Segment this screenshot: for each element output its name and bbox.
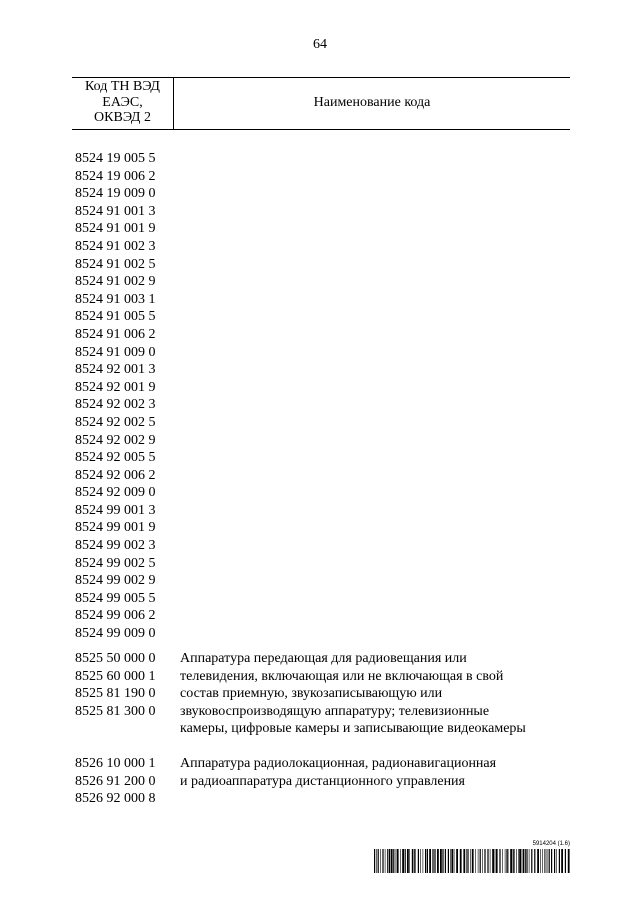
barcode-bar bbox=[442, 849, 443, 873]
barcode-id-text: 5914204 (1.6) bbox=[532, 841, 570, 847]
barcode-bar bbox=[516, 849, 517, 873]
barcode-bar bbox=[565, 849, 566, 873]
page-number: 64 bbox=[313, 37, 327, 52]
code-item: 8524 91 005 5 bbox=[75, 309, 156, 325]
barcode-bar bbox=[480, 849, 481, 873]
code-item: 8524 91 009 0 bbox=[75, 344, 156, 360]
barcode-bar bbox=[482, 849, 483, 873]
barcode-bar bbox=[510, 849, 512, 873]
barcode-bar bbox=[463, 849, 465, 873]
barcode-bar bbox=[454, 849, 455, 873]
barcode-bar bbox=[472, 849, 474, 873]
code-item: 8524 92 005 5 bbox=[75, 450, 156, 466]
name-column-header: Наименование кода bbox=[313, 95, 431, 110]
barcode-bar bbox=[496, 849, 498, 873]
code-header-line: Код ТН ВЭД bbox=[85, 79, 160, 94]
barcode-bar bbox=[529, 849, 530, 873]
barcode-bar bbox=[382, 849, 383, 873]
barcode-bar bbox=[526, 849, 527, 873]
code-item: 8524 92 009 0 bbox=[75, 485, 156, 501]
code-description bbox=[180, 755, 560, 790]
barcode-bar bbox=[522, 849, 523, 873]
code-list bbox=[75, 755, 179, 808]
barcode-bar bbox=[418, 849, 419, 873]
barcode-bar bbox=[385, 849, 386, 873]
code-item: 8525 50 000 0 bbox=[75, 651, 156, 666]
barcode-bar bbox=[514, 849, 515, 873]
barcode-bar bbox=[492, 849, 494, 873]
barcode-bar bbox=[427, 849, 428, 873]
code-item: 8524 99 001 3 bbox=[75, 502, 156, 518]
code-item: 8524 91 006 2 bbox=[75, 326, 156, 342]
code-item: 8524 99 002 3 bbox=[75, 538, 156, 554]
code-item: 8524 99 006 2 bbox=[75, 608, 156, 624]
header-bottom-rule bbox=[72, 129, 570, 130]
code-item: 8524 91 002 9 bbox=[75, 274, 156, 290]
barcode-bar bbox=[568, 849, 570, 873]
barcode-bar bbox=[468, 849, 469, 873]
description-line: звуковоспроизводящую аппаратуру; телевизионные bbox=[180, 703, 490, 719]
code-item: 8524 92 006 2 bbox=[75, 467, 156, 483]
barcode-icon bbox=[374, 849, 570, 873]
barcode-bar bbox=[440, 849, 442, 873]
barcode-bar bbox=[523, 849, 524, 873]
code-item: 8524 92 002 5 bbox=[75, 414, 156, 430]
barcode-bar bbox=[389, 849, 390, 873]
barcode-bar bbox=[499, 849, 500, 873]
code-item: 8524 91 001 3 bbox=[75, 203, 156, 219]
barcode-bar bbox=[551, 849, 552, 873]
code-item: 8526 92 000 8 bbox=[75, 791, 156, 807]
code-item: 8524 91 001 9 bbox=[75, 221, 156, 237]
barcode-bar bbox=[502, 849, 503, 873]
barcode-bar bbox=[448, 849, 449, 873]
description-line: состав приемную, звукозаписывающую или bbox=[180, 686, 443, 702]
table-header bbox=[72, 77, 570, 129]
barcode-bar bbox=[518, 849, 519, 873]
barcode-bar bbox=[542, 849, 543, 873]
barcode-bar bbox=[534, 849, 535, 873]
barcode-bar bbox=[433, 849, 434, 873]
code-item: 8524 92 002 9 bbox=[75, 432, 156, 448]
barcode-bar bbox=[396, 849, 397, 873]
barcode-bar bbox=[507, 849, 508, 873]
code-list bbox=[75, 650, 179, 720]
barcode-bar bbox=[484, 849, 485, 873]
barcode-bar bbox=[376, 849, 377, 873]
barcode-bar bbox=[391, 849, 393, 873]
code-list bbox=[75, 150, 179, 643]
barcode-bar bbox=[393, 849, 394, 873]
code-item: 8524 91 003 1 bbox=[75, 291, 156, 307]
barcode-bar bbox=[412, 849, 413, 873]
barcode-bar bbox=[470, 849, 471, 873]
barcode-bar bbox=[425, 849, 426, 873]
code-item: 8524 91 002 3 bbox=[75, 238, 156, 254]
code-header-line: ОКВЭД 2 bbox=[94, 110, 151, 125]
barcode-bar bbox=[380, 849, 381, 873]
barcode-bar bbox=[549, 849, 550, 873]
barcode-bar bbox=[466, 849, 467, 873]
barcode-bar bbox=[405, 849, 406, 873]
barcode-bar bbox=[544, 849, 545, 873]
code-item: 8524 99 005 5 bbox=[75, 590, 156, 606]
barcode-bar bbox=[445, 849, 446, 873]
barcode-bar bbox=[487, 849, 488, 873]
document-barcode bbox=[374, 841, 570, 873]
barcode-bar bbox=[378, 849, 379, 873]
barcode-bar bbox=[456, 849, 458, 873]
barcode-bar bbox=[374, 849, 375, 873]
barcode-bar bbox=[547, 849, 548, 873]
barcode-bar bbox=[402, 849, 404, 873]
barcode-bar bbox=[387, 849, 388, 873]
barcode-bar bbox=[506, 849, 507, 873]
barcode-bar bbox=[409, 849, 410, 873]
barcode-bar bbox=[407, 849, 409, 873]
barcode-bar bbox=[414, 849, 415, 873]
code-item: 8524 91 002 5 bbox=[75, 256, 156, 272]
barcode-bar bbox=[559, 849, 560, 873]
code-item: 8525 60 000 1 bbox=[75, 668, 156, 684]
code-item: 8526 10 000 1 bbox=[75, 756, 156, 771]
barcode-bar bbox=[505, 849, 506, 873]
code-item: 8524 92 001 9 bbox=[75, 379, 156, 395]
code-item: 8524 99 002 9 bbox=[75, 573, 156, 589]
description-line: и радиоаппаратура дистанционного управления bbox=[180, 773, 465, 789]
barcode-bar bbox=[531, 849, 532, 873]
barcode-bar bbox=[429, 849, 431, 873]
code-item: 8524 92 002 3 bbox=[75, 397, 156, 413]
code-item: 8525 81 190 0 bbox=[75, 686, 156, 702]
barcode-bar bbox=[478, 849, 479, 873]
barcode-bar bbox=[450, 849, 451, 873]
barcode-bar bbox=[495, 849, 496, 873]
description-line: телевидения, включающая или не включающая в свой bbox=[180, 668, 504, 684]
barcode-bar bbox=[460, 849, 462, 873]
barcode-bar bbox=[415, 849, 416, 873]
code-item: 8524 99 001 9 bbox=[75, 520, 156, 536]
barcode-bar bbox=[490, 849, 491, 873]
code-item: 8524 19 009 0 bbox=[75, 186, 156, 202]
barcode-bar bbox=[525, 849, 526, 873]
code-item: 8524 92 001 3 bbox=[75, 362, 156, 378]
barcode-bar bbox=[540, 849, 541, 873]
barcode-bar bbox=[451, 849, 453, 873]
code-item: 8524 99 002 5 bbox=[75, 555, 156, 571]
barcode-bar bbox=[400, 849, 401, 873]
barcode-bar bbox=[437, 849, 439, 873]
code-item: 8526 91 200 0 bbox=[75, 773, 156, 789]
barcode-bar bbox=[519, 849, 521, 873]
description-line: камеры, цифровые камеры и записывающие видеокамеры bbox=[180, 721, 526, 737]
barcode-bar bbox=[432, 849, 433, 873]
barcode-bar bbox=[556, 849, 557, 873]
code-header-line: ЕАЭС, bbox=[102, 94, 143, 110]
code-item: 8524 19 005 5 bbox=[75, 151, 156, 166]
description-line: Аппаратура радиолокационная, радионавигационная bbox=[180, 756, 497, 771]
barcode-bar bbox=[397, 849, 399, 873]
code-column-header bbox=[72, 79, 173, 126]
code-item: 8525 81 300 0 bbox=[75, 703, 156, 719]
barcode-bar bbox=[537, 849, 539, 873]
barcode-bar bbox=[554, 849, 555, 873]
description-line: Аппаратура передающая для радиовещания или bbox=[180, 651, 467, 666]
barcode-bar bbox=[420, 849, 421, 873]
barcode-bar bbox=[435, 849, 436, 873]
barcode-bar bbox=[546, 849, 547, 873]
code-item: 8524 19 006 2 bbox=[75, 168, 156, 184]
barcode-bar bbox=[423, 849, 424, 873]
barcode-bar bbox=[561, 849, 563, 873]
barcode-bar bbox=[475, 849, 476, 873]
code-description bbox=[180, 650, 560, 738]
barcode-bar bbox=[513, 849, 514, 873]
code-item: 8524 99 009 0 bbox=[75, 626, 156, 642]
